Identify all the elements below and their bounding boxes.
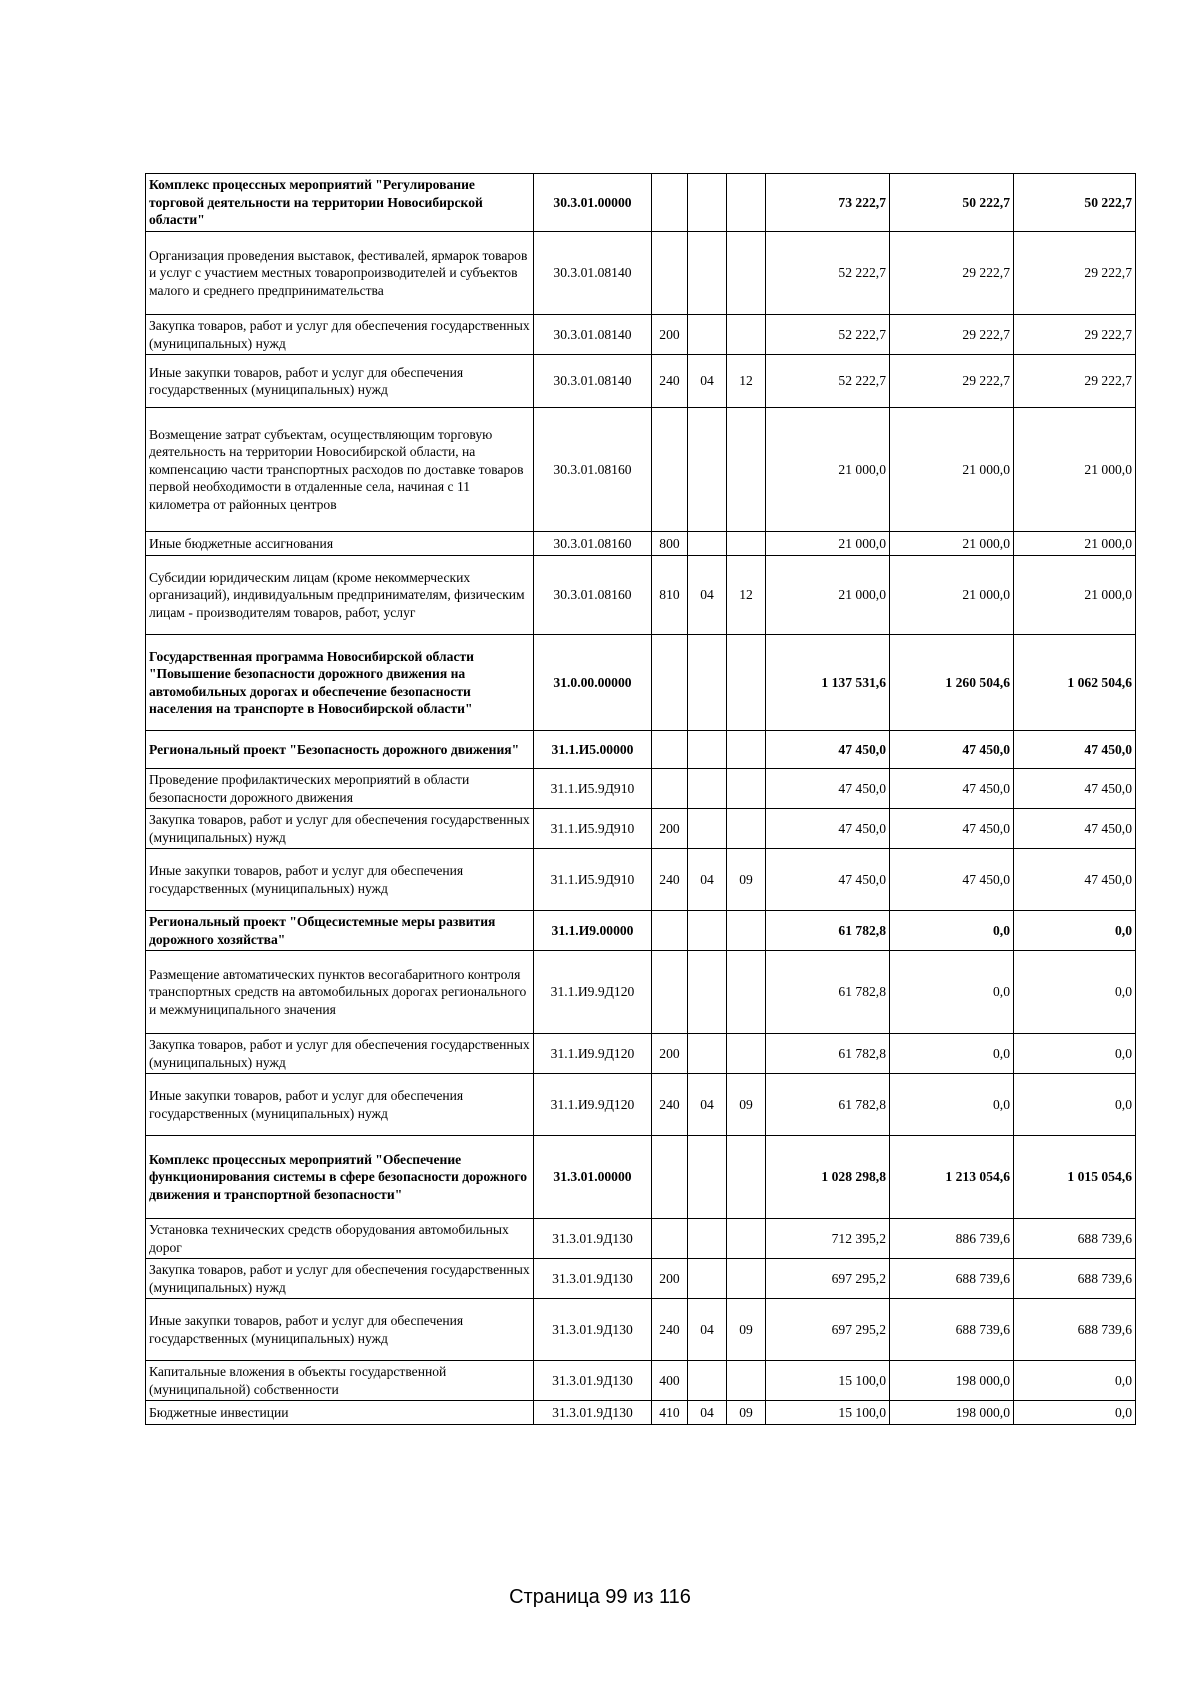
table-row xyxy=(146,1361,1136,1401)
row-section: 04 xyxy=(688,1401,727,1425)
row-code: 30.3.01.08140 xyxy=(534,355,652,408)
row-subsection xyxy=(727,769,766,809)
table-row xyxy=(146,1401,1136,1425)
row-subsection xyxy=(727,315,766,355)
row-amount-year-2: 0,0 xyxy=(890,1074,1014,1136)
row-amount-year-2: 50 222,7 xyxy=(890,174,1014,232)
row-amount-year-2: 21 000,0 xyxy=(890,408,1014,532)
budget-table xyxy=(145,173,1136,1425)
row-expense-type: 800 xyxy=(652,532,688,556)
row-section: 04 xyxy=(688,556,727,635)
row-code: 31.1.И9.9Д120 xyxy=(534,951,652,1034)
table-row xyxy=(146,532,1136,556)
page-number: Страница 99 из 116 xyxy=(509,1586,691,1608)
row-amount-year-3: 688 739,6 xyxy=(1014,1299,1136,1361)
row-amount-year-1: 52 222,7 xyxy=(766,232,890,315)
row-amount-year-1: 21 000,0 xyxy=(766,408,890,532)
table-row xyxy=(146,174,1136,232)
row-amount-year-3: 688 739,6 xyxy=(1014,1259,1136,1299)
row-code: 31.0.00.00000 xyxy=(534,635,652,731)
table-row xyxy=(146,556,1136,635)
row-subsection xyxy=(727,1259,766,1299)
row-amount-year-1: 697 295,2 xyxy=(766,1259,890,1299)
row-amount-year-2: 47 450,0 xyxy=(890,731,1014,769)
row-code: 31.3.01.00000 xyxy=(534,1136,652,1219)
row-amount-year-2: 688 739,6 xyxy=(890,1259,1014,1299)
row-subsection xyxy=(727,635,766,731)
table-row xyxy=(146,635,1136,731)
row-amount-year-2: 198 000,0 xyxy=(890,1401,1014,1425)
table-row xyxy=(146,1136,1136,1219)
row-expense-type xyxy=(652,232,688,315)
row-amount-year-3: 50 222,7 xyxy=(1014,174,1136,232)
row-code: 31.1.И5.9Д910 xyxy=(534,809,652,849)
row-name: Закупка товаров, работ и услуг для обеспечения государственных (муниципальных) нужд xyxy=(146,809,534,849)
row-expense-type xyxy=(652,1219,688,1259)
row-name: Комплекс процессных мероприятий "Обеспечение функционирования системы в сфере безопасности дорожного движения и транспортной безопасности" xyxy=(146,1136,534,1219)
row-section xyxy=(688,769,727,809)
row-amount-year-3: 0,0 xyxy=(1014,1401,1136,1425)
row-subsection: 09 xyxy=(727,849,766,911)
row-section xyxy=(688,911,727,951)
row-name: Возмещение затрат субъектам, осуществляющим торговую деятельность на территории Новосибирской области, на компенсацию части транспортных расходов по доставке товаров первой необходимости в отдаленные села, начиная с 11 километра от районных центров xyxy=(146,408,534,532)
row-subsection xyxy=(727,1034,766,1074)
table-row xyxy=(146,315,1136,355)
row-amount-year-2: 29 222,7 xyxy=(890,315,1014,355)
row-amount-year-1: 73 222,7 xyxy=(766,174,890,232)
row-expense-type xyxy=(652,731,688,769)
row-expense-type: 200 xyxy=(652,315,688,355)
row-amount-year-3: 1 015 054,6 xyxy=(1014,1136,1136,1219)
row-amount-year-2: 886 739,6 xyxy=(890,1219,1014,1259)
row-name: Региональный проект "Общесистемные меры развития дорожного хозяйства" xyxy=(146,911,534,951)
table-row xyxy=(146,1074,1136,1136)
row-amount-year-1: 15 100,0 xyxy=(766,1401,890,1425)
row-amount-year-3: 47 450,0 xyxy=(1014,769,1136,809)
row-name: Закупка товаров, работ и услуг для обеспечения государственных (муниципальных) нужд xyxy=(146,1259,534,1299)
row-name: Иные закупки товаров, работ и услуг для обеспечения государственных (муниципальных) нужд xyxy=(146,1299,534,1361)
row-expense-type: 200 xyxy=(652,809,688,849)
row-section xyxy=(688,408,727,532)
table-row xyxy=(146,911,1136,951)
row-amount-year-1: 47 450,0 xyxy=(766,769,890,809)
row-amount-year-1: 47 450,0 xyxy=(766,849,890,911)
row-subsection xyxy=(727,809,766,849)
row-amount-year-1: 1 028 298,8 xyxy=(766,1136,890,1219)
table-row xyxy=(146,769,1136,809)
table-body xyxy=(146,174,1136,1425)
row-amount-year-3: 0,0 xyxy=(1014,1361,1136,1401)
row-section xyxy=(688,532,727,556)
row-expense-type: 200 xyxy=(652,1034,688,1074)
row-amount-year-3: 47 450,0 xyxy=(1014,849,1136,911)
row-code: 31.3.01.9Д130 xyxy=(534,1299,652,1361)
row-expense-type xyxy=(652,911,688,951)
row-section xyxy=(688,1034,727,1074)
row-code: 31.1.И5.9Д910 xyxy=(534,769,652,809)
row-section xyxy=(688,731,727,769)
row-amount-year-2: 47 450,0 xyxy=(890,809,1014,849)
row-expense-type: 810 xyxy=(652,556,688,635)
row-code: 31.3.01.9Д130 xyxy=(534,1219,652,1259)
row-amount-year-1: 712 395,2 xyxy=(766,1219,890,1259)
row-subsection xyxy=(727,1361,766,1401)
row-code: 30.3.01.08140 xyxy=(534,315,652,355)
table-row xyxy=(146,1034,1136,1074)
row-expense-type xyxy=(652,951,688,1034)
row-section xyxy=(688,1361,727,1401)
row-expense-type xyxy=(652,1136,688,1219)
row-amount-year-1: 21 000,0 xyxy=(766,556,890,635)
row-subsection xyxy=(727,532,766,556)
row-expense-type: 240 xyxy=(652,1299,688,1361)
row-subsection: 12 xyxy=(727,355,766,408)
row-amount-year-2: 29 222,7 xyxy=(890,232,1014,315)
row-name: Установка технических средств оборудования автомобильных дорог xyxy=(146,1219,534,1259)
row-subsection xyxy=(727,911,766,951)
row-name: Размещение автоматических пунктов весогабаритного контроля транспортных средств на автомобильных дорогах регионального и межмуниципального значения xyxy=(146,951,534,1034)
row-subsection xyxy=(727,1219,766,1259)
row-code: 31.3.01.9Д130 xyxy=(534,1259,652,1299)
row-amount-year-3: 688 739,6 xyxy=(1014,1219,1136,1259)
row-section xyxy=(688,232,727,315)
row-subsection xyxy=(727,1136,766,1219)
row-expense-type: 240 xyxy=(652,1074,688,1136)
row-section xyxy=(688,1219,727,1259)
row-amount-year-1: 61 782,8 xyxy=(766,1034,890,1074)
table-row xyxy=(146,809,1136,849)
row-name: Иные закупки товаров, работ и услуг для обеспечения государственных (муниципальных) нужд xyxy=(146,1074,534,1136)
row-amount-year-2: 0,0 xyxy=(890,951,1014,1034)
row-amount-year-3: 21 000,0 xyxy=(1014,532,1136,556)
row-amount-year-2: 47 450,0 xyxy=(890,849,1014,911)
row-section: 04 xyxy=(688,1074,727,1136)
row-name: Закупка товаров, работ и услуг для обеспечения государственных (муниципальных) нужд xyxy=(146,315,534,355)
row-amount-year-1: 15 100,0 xyxy=(766,1361,890,1401)
row-amount-year-2: 47 450,0 xyxy=(890,769,1014,809)
row-name: Государственная программа Новосибирской области "Повышение безопасности дорожного движения на автомобильных дорогах и обеспечение безопасности населения на транспорте в Новосибирской области" xyxy=(146,635,534,731)
row-expense-type: 240 xyxy=(652,355,688,408)
row-subsection xyxy=(727,174,766,232)
row-amount-year-2: 29 222,7 xyxy=(890,355,1014,408)
row-amount-year-2: 0,0 xyxy=(890,911,1014,951)
table-row xyxy=(146,1219,1136,1259)
row-amount-year-2: 1 260 504,6 xyxy=(890,635,1014,731)
row-amount-year-3: 29 222,7 xyxy=(1014,232,1136,315)
row-section xyxy=(688,951,727,1034)
row-amount-year-3: 47 450,0 xyxy=(1014,809,1136,849)
table-row xyxy=(146,731,1136,769)
row-amount-year-1: 61 782,8 xyxy=(766,1074,890,1136)
row-expense-type: 200 xyxy=(652,1259,688,1299)
row-code: 30.3.01.08160 xyxy=(534,556,652,635)
row-code: 31.1.И9.00000 xyxy=(534,911,652,951)
table-row xyxy=(146,355,1136,408)
row-section xyxy=(688,315,727,355)
row-subsection xyxy=(727,951,766,1034)
row-code: 30.3.01.08160 xyxy=(534,408,652,532)
row-code: 30.3.01.08140 xyxy=(534,232,652,315)
row-section: 04 xyxy=(688,355,727,408)
row-expense-type xyxy=(652,769,688,809)
table-row xyxy=(146,951,1136,1034)
row-code: 31.1.И9.9Д120 xyxy=(534,1034,652,1074)
row-code: 31.1.И5.9Д910 xyxy=(534,849,652,911)
row-amount-year-1: 697 295,2 xyxy=(766,1299,890,1361)
row-subsection xyxy=(727,232,766,315)
row-name: Комплекс процессных мероприятий "Регулирование торговой деятельности на территории Новосибирской области" xyxy=(146,174,534,232)
row-amount-year-3: 21 000,0 xyxy=(1014,408,1136,532)
row-code: 30.3.01.00000 xyxy=(534,174,652,232)
row-code: 30.3.01.08160 xyxy=(534,532,652,556)
row-amount-year-2: 21 000,0 xyxy=(890,532,1014,556)
row-name: Субсидии юридическим лицам (кроме некоммерческих организаций), индивидуальным предпринимателям, физическим лицам - производителям товаров, работ, услуг xyxy=(146,556,534,635)
row-amount-year-3: 29 222,7 xyxy=(1014,315,1136,355)
row-amount-year-3: 1 062 504,6 xyxy=(1014,635,1136,731)
row-amount-year-1: 61 782,8 xyxy=(766,951,890,1034)
row-expense-type xyxy=(652,635,688,731)
row-expense-type: 240 xyxy=(652,849,688,911)
row-amount-year-1: 61 782,8 xyxy=(766,911,890,951)
row-amount-year-2: 1 213 054,6 xyxy=(890,1136,1014,1219)
row-code: 31.1.И5.00000 xyxy=(534,731,652,769)
row-name: Иные закупки товаров, работ и услуг для обеспечения государственных (муниципальных) нужд xyxy=(146,849,534,911)
row-expense-type xyxy=(652,174,688,232)
row-amount-year-2: 198 000,0 xyxy=(890,1361,1014,1401)
row-amount-year-2: 0,0 xyxy=(890,1034,1014,1074)
row-amount-year-3: 21 000,0 xyxy=(1014,556,1136,635)
row-expense-type: 400 xyxy=(652,1361,688,1401)
row-section xyxy=(688,635,727,731)
row-name: Бюджетные инвестиции xyxy=(146,1401,534,1425)
table-row xyxy=(146,1299,1136,1361)
row-amount-year-1: 1 137 531,6 xyxy=(766,635,890,731)
row-amount-year-3: 29 222,7 xyxy=(1014,355,1136,408)
row-section: 04 xyxy=(688,1299,727,1361)
row-code: 31.3.01.9Д130 xyxy=(534,1401,652,1425)
row-name: Проведение профилактических мероприятий в области безопасности дорожного движения xyxy=(146,769,534,809)
row-code: 31.3.01.9Д130 xyxy=(534,1361,652,1401)
table-row xyxy=(146,232,1136,315)
row-code: 31.1.И9.9Д120 xyxy=(534,1074,652,1136)
row-amount-year-1: 47 450,0 xyxy=(766,809,890,849)
row-amount-year-3: 0,0 xyxy=(1014,911,1136,951)
row-section: 04 xyxy=(688,849,727,911)
row-name: Капитальные вложения в объекты государственной (муниципальной) собственности xyxy=(146,1361,534,1401)
row-name: Закупка товаров, работ и услуг для обеспечения государственных (муниципальных) нужд xyxy=(146,1034,534,1074)
row-amount-year-1: 52 222,7 xyxy=(766,355,890,408)
row-subsection: 09 xyxy=(727,1074,766,1136)
row-section xyxy=(688,1136,727,1219)
row-name: Иные бюджетные ассигнования xyxy=(146,532,534,556)
table-row xyxy=(146,849,1136,911)
row-amount-year-2: 688 739,6 xyxy=(890,1299,1014,1361)
row-subsection: 09 xyxy=(727,1299,766,1361)
row-section xyxy=(688,174,727,232)
row-subsection xyxy=(727,731,766,769)
row-subsection xyxy=(727,408,766,532)
row-amount-year-1: 47 450,0 xyxy=(766,731,890,769)
table-row xyxy=(146,408,1136,532)
row-amount-year-3: 47 450,0 xyxy=(1014,731,1136,769)
row-amount-year-3: 0,0 xyxy=(1014,1074,1136,1136)
table-row xyxy=(146,1259,1136,1299)
row-section xyxy=(688,809,727,849)
row-section xyxy=(688,1259,727,1299)
row-amount-year-2: 21 000,0 xyxy=(890,556,1014,635)
row-amount-year-3: 0,0 xyxy=(1014,951,1136,1034)
row-expense-type xyxy=(652,408,688,532)
row-amount-year-1: 21 000,0 xyxy=(766,532,890,556)
row-amount-year-3: 0,0 xyxy=(1014,1034,1136,1074)
row-name: Организация проведения выставок, фестивалей, ярмарок товаров и услуг с участием местных товаропроизводителей и субъектов малого и среднего предпринимательства xyxy=(146,232,534,315)
row-name: Региональный проект "Безопасность дорожного движения" xyxy=(146,731,534,769)
row-subsection: 09 xyxy=(727,1401,766,1425)
row-amount-year-1: 52 222,7 xyxy=(766,315,890,355)
row-subsection: 12 xyxy=(727,556,766,635)
row-expense-type: 410 xyxy=(652,1401,688,1425)
row-name: Иные закупки товаров, работ и услуг для обеспечения государственных (муниципальных) нужд xyxy=(146,355,534,408)
